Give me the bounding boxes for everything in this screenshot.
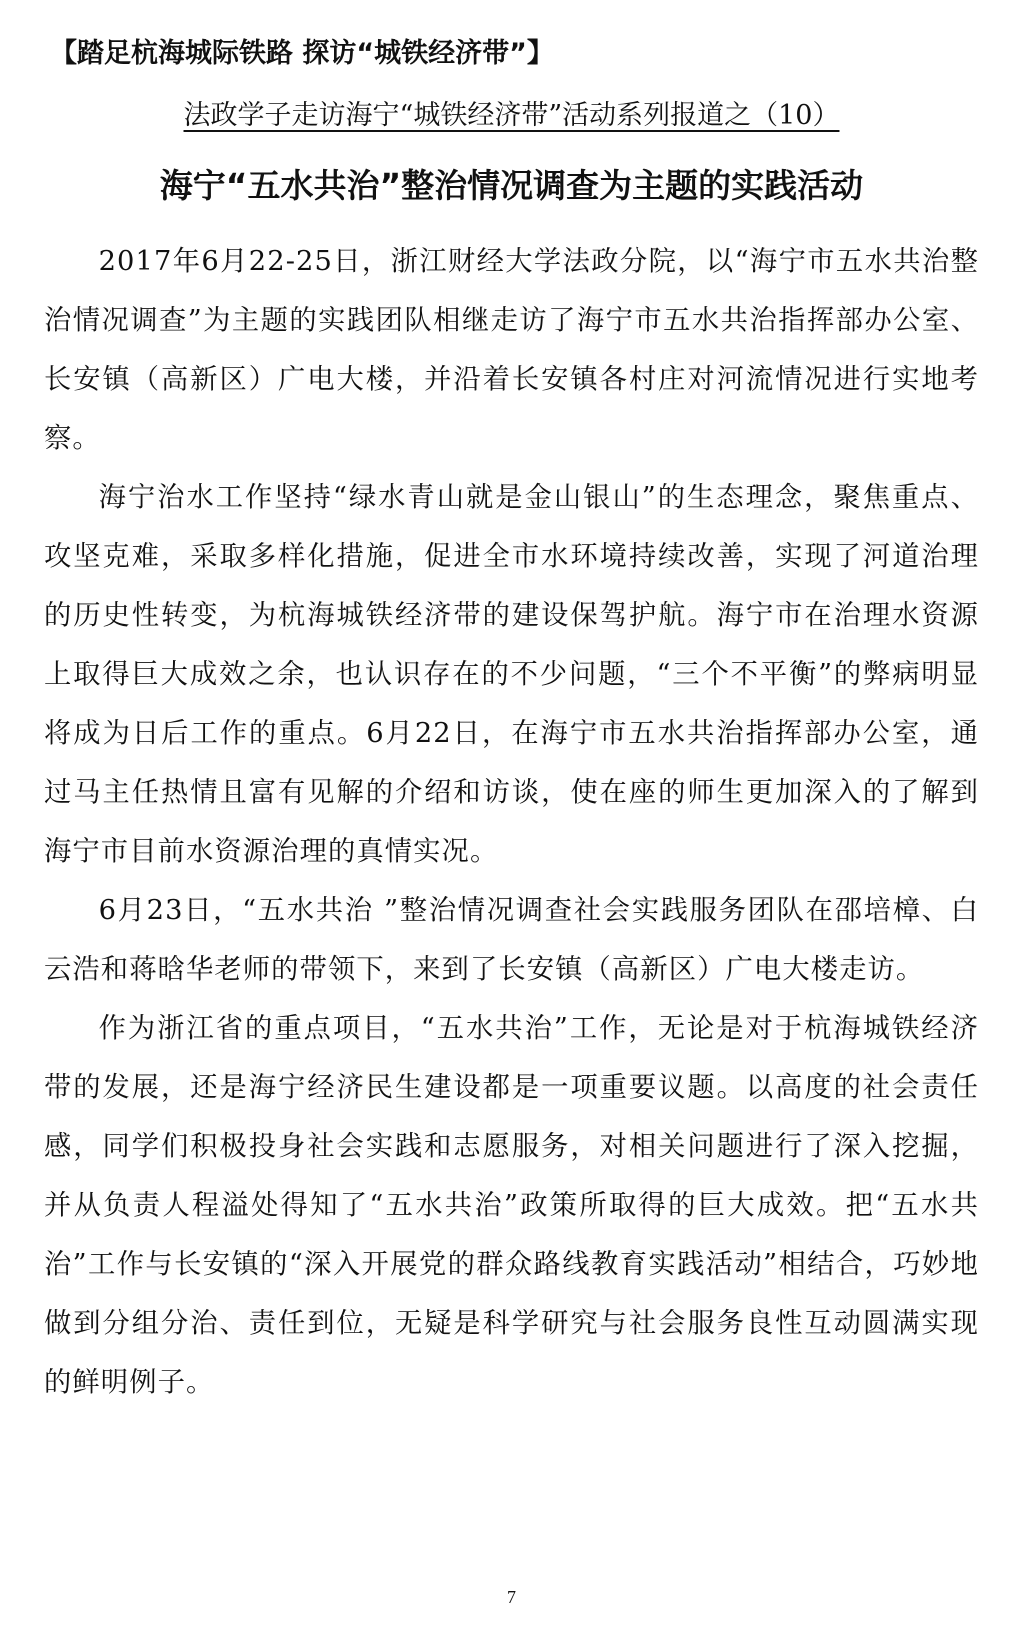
report-subtitle-text: 法政学子走访海宁“城铁经济带”活动系列报道之（10） [183,100,840,131]
article-headline: 海宁“五水共治”整治情况调查为主题的实践活动 [159,166,864,205]
body-paragraph-1: 2017年6月22-25日，浙江财经大学法政分院，以“海宁市五水共治整治情况调查”为主题的实践团队相继走访了海宁市五水共治指挥部办公室、长安镇（高新区）广电大楼，并沿着长安镇各村庄对河流情况进行实地考察。 [44,246,979,454]
body-paragraph-4: 作为浙江省的重点项目，“五水共治”工作，无论是对于杭海城铁经济带的发展，还是海宁经济民生建设都是一项重要议题。以高度的社会责任感，同学们积极投身社会实践和志愿服务，对相关问题进行了深入挖掘，并从负责人程溢处得知了“五水共治”政策所取得的巨大成效。把“五水共治”工作与长安镇的“深入开展党的群众路线教育实践活动”相结合，巧妙地做到分组分治、责任到位，无疑是科学研究与社会服务良性互动圆满实现的鲜明例子。 [44,1013,979,1398]
series-tag: 【踏足杭海城际铁路 探访“城铁经济带”】 [50,38,554,69]
body-paragraph-2: 海宁治水工作坚持“绿水青山就是金山银山”的生态理念，聚焦重点、攻坚克难，采取多样化措施，促进全市水环境持续改善，实现了河道治理的历史性转变，为杭海城铁经济带的建设保驾护航。海宁市在治理水资源上取得巨大成效之余，也认识存在的不少问题，“三个不平衡”的弊病明显将成为日后工作的重点。6月22日，在海宁市五水共治指挥部办公室，通过马主任热情且富有见解的介绍和访谈，使在座的师生更加深入的了解到海宁市目前水资源治理的真情实况。 [44,482,979,867]
page-number: 7 [507,1587,516,1607]
article-body [44,232,979,1412]
body-paragraph-3: 6月23日，“五水共治 ”整治情况调查社会实践服务团队在邵培樟、白云浩和蒋晗华老师的带领下，来到了长安镇（高新区）广电大楼走访。 [44,895,979,985]
report-subtitle [44,96,979,136]
